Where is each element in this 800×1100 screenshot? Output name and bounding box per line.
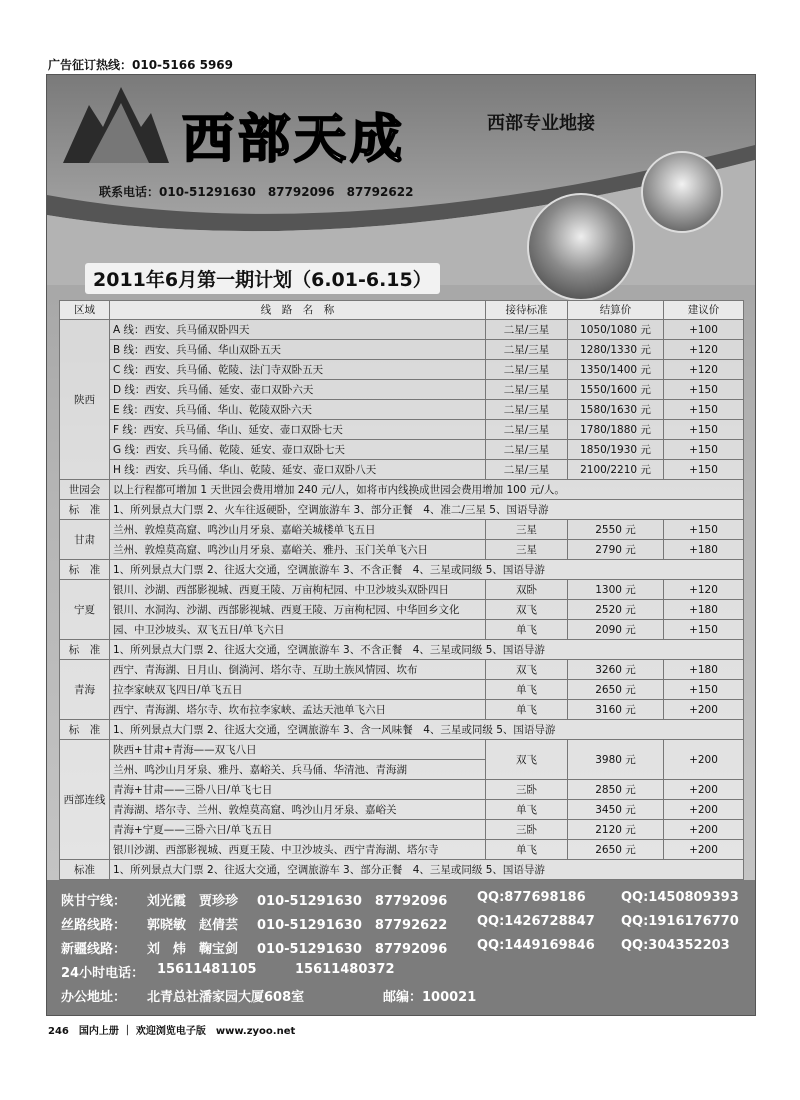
route-cell: B 线：西安、兵马俑、华山双卧五天: [110, 340, 486, 360]
suggest-cell: +200: [664, 840, 744, 860]
contact-phones: 010-51291630 87792622: [257, 918, 448, 933]
ad-hotline: 广告征订热线：010-5166 5969: [48, 58, 234, 72]
standard-label: 标 准: [60, 560, 110, 580]
standard-cell: 二星/三星: [486, 340, 568, 360]
hotline-phone: 15611481105: [157, 962, 257, 977]
standard-cell: 二星/三星: [486, 420, 568, 440]
table-row: [60, 340, 744, 360]
region-cell: 青海: [60, 660, 110, 720]
table-row: [60, 740, 744, 760]
price-cell: 3260 元: [568, 660, 664, 680]
price-cell: 3980 元: [568, 740, 664, 780]
pagoda-photo: [527, 193, 635, 301]
suggest-cell: +120: [664, 360, 744, 380]
standard-cell: 三星: [486, 540, 568, 560]
region-cell: 宁夏: [60, 580, 110, 640]
route-cell: 银川沙湖、西部影视城、西夏王陵、中卫沙坡头、西宁青海湖、塔尔寺: [110, 840, 486, 860]
table-row: [60, 440, 744, 460]
route-cell: 拉李家峡双飞四日/单飞五日: [110, 680, 486, 700]
standard-cell: 二星/三星: [486, 320, 568, 340]
table-row: [60, 680, 744, 700]
brand-tagline: 西部专业地接: [487, 113, 595, 134]
route-cell: G 线：西安、兵马俑、乾陵、延安、壶口双卧七天: [110, 440, 486, 460]
price-cell: 1550/1600 元: [568, 380, 664, 400]
contact-qq: QQ:1450809393: [621, 890, 739, 905]
standard-cell: 双飞: [486, 740, 568, 780]
price-cell: 1850/1930 元: [568, 440, 664, 460]
standard-text: 1、所列景点大门票 2、往返大交通，空调旅游车 3、不含正餐 4、三星或同级 5、国语导游: [110, 560, 744, 580]
route-cell: E 线：西安、兵马俑、华山、乾陵双卧六天: [110, 400, 486, 420]
price-cell: 1780/1880 元: [568, 420, 664, 440]
suggest-cell: +150: [664, 400, 744, 420]
note-cell: 以上行程都可增加 1 天世园会费用增加 240 元/人，如将市内线换成世园会费用增加 100 元/人。: [110, 480, 744, 500]
contact-qq: QQ:1449169846: [477, 938, 595, 953]
route-cell: 兰州、鸣沙山月牙泉、雅丹、嘉峪关、兵马俑、华清池、青海湖: [110, 760, 486, 780]
header-region: 区域: [60, 301, 110, 320]
route-cell: H 线：西安、兵马俑、华山、乾陵、延安、壶口双卧八天: [110, 460, 486, 480]
suggest-cell: +180: [664, 540, 744, 560]
suggest-cell: +150: [664, 680, 744, 700]
route-cell: 青海+甘肃——三卧八日/单飞七日: [110, 780, 486, 800]
suggest-cell: +200: [664, 700, 744, 720]
contact-qq: QQ:877698186: [477, 890, 586, 905]
table-row: [60, 320, 744, 340]
standard-text: 1、所列景点大门票 2、往返大交通，空调旅游车 3、部分正餐 4、三星或同级 5、国语导游: [110, 860, 744, 880]
suggest-cell: +180: [664, 600, 744, 620]
table-row: [60, 660, 744, 680]
route-cell: C 线：西安、兵马俑、乾陵、法门寺双卧五天: [110, 360, 486, 380]
standard-text: 1、所列景点大门票 2、往返大交通，空调旅游车 3、不含正餐 4、三星或同级 5、国语导游: [110, 640, 744, 660]
price-cell: 3450 元: [568, 800, 664, 820]
table-row: [60, 540, 744, 560]
price-cell: 2100/2210 元: [568, 460, 664, 480]
route-cell: 青海+宁夏——三卧六日/单飞五日: [110, 820, 486, 840]
suggest-cell: +200: [664, 740, 744, 780]
monument-photo: [641, 151, 723, 233]
price-cell: 1350/1400 元: [568, 360, 664, 380]
table-row: [60, 620, 744, 640]
region-cell: 甘肃: [60, 520, 110, 560]
price-cell: 3160 元: [568, 700, 664, 720]
route-cell: F 线：西安、兵马俑、华山、延安、壶口双卧七天: [110, 420, 486, 440]
price-cell: 2790 元: [568, 540, 664, 560]
suggest-cell: +180: [664, 660, 744, 680]
route-cell: 银川、沙湖、西部影视城、西夏王陵、万亩枸杞园、中卫沙坡头双卧四日: [110, 580, 486, 600]
address-value: 北青总社潘家园大厦608室: [147, 990, 305, 1005]
route-cell: D 线：西安、兵马俑、延安、壶口双卧六天: [110, 380, 486, 400]
table-row: [60, 520, 744, 540]
price-cell: 2650 元: [568, 840, 664, 860]
plan-title: 2011年6月第一期计划（6.01-6.15）: [85, 263, 440, 294]
route-cell: A 线：西安、兵马俑双卧四天: [110, 320, 486, 340]
route-cell: 兰州、敦煌莫高窟、鸣沙山月牙泉、嘉峪关、雅丹、玉门关单飞六日: [110, 540, 486, 560]
postcode: 邮编：100021: [383, 990, 477, 1005]
standard-row: [60, 560, 744, 580]
price-cell: 1580/1630 元: [568, 400, 664, 420]
table-row: [60, 700, 744, 720]
contact-line: 陕甘宁线：: [61, 894, 127, 909]
table-row: [60, 600, 744, 620]
table-row: [60, 840, 744, 860]
contact-line: 新疆线路：: [61, 942, 127, 957]
suggest-cell: +200: [664, 780, 744, 800]
contact-qq: QQ:1426728847: [477, 914, 595, 929]
suggest-cell: +120: [664, 580, 744, 600]
standard-cell: 单飞: [486, 840, 568, 860]
table-row: [60, 360, 744, 380]
standard-cell: 二星/三星: [486, 380, 568, 400]
standard-cell: 双飞: [486, 660, 568, 680]
price-cell: 2650 元: [568, 680, 664, 700]
header-price: 结算价: [568, 301, 664, 320]
table-row: [60, 460, 744, 480]
standard-cell: 二星/三星: [486, 440, 568, 460]
suggest-cell: +150: [664, 520, 744, 540]
suggest-cell: +150: [664, 380, 744, 400]
standard-row: [60, 500, 744, 520]
table-row: [60, 480, 744, 500]
table-row: [60, 580, 744, 600]
suggest-cell: +150: [664, 620, 744, 640]
standard-row: [60, 640, 744, 660]
price-cell: 1280/1330 元: [568, 340, 664, 360]
suggest-cell: +200: [664, 800, 744, 820]
page-footer: 246 国内上册 ｜ 欢迎浏览电子版 www.zyoo.net: [48, 1026, 296, 1037]
route-cell: 青海湖、塔尔寺、兰州、敦煌莫高窟、鸣沙山月牙泉、嘉峪关: [110, 800, 486, 820]
table-row: [60, 380, 744, 400]
standard-cell: 单飞: [486, 620, 568, 640]
standard-cell: 二星/三星: [486, 360, 568, 380]
header-route: 线 路 名 称: [110, 301, 486, 320]
contact-names: 刘 炜 鞠宝剑: [147, 942, 239, 957]
standard-label: 标准: [60, 860, 110, 880]
route-cell: 西宁、青海湖、塔尔寺、坎布拉李家峡、孟达天池单飞六日: [110, 700, 486, 720]
hotline-label: 24小时电话：: [61, 966, 145, 981]
route-cell: 园、中卫沙坡头、双飞五日/单飞六日: [110, 620, 486, 640]
standard-label: 标 准: [60, 640, 110, 660]
table-row: [60, 400, 744, 420]
standard-cell: 三卧: [486, 780, 568, 800]
brand-name: 西部天成: [182, 109, 407, 170]
route-cell: 陕西+甘肃+青海——双飞八日: [110, 740, 486, 760]
standard-cell: 二星/三星: [486, 400, 568, 420]
route-cell: 银川、水洞沟、沙湖、西部影视城、西夏王陵、万亩枸杞园、中华回乡文化: [110, 600, 486, 620]
price-cell: 2090 元: [568, 620, 664, 640]
standard-cell: 二星/三星: [486, 460, 568, 480]
standard-cell: 单飞: [486, 800, 568, 820]
standard-cell: 单飞: [486, 700, 568, 720]
suggest-cell: +100: [664, 320, 744, 340]
standard-row: [60, 860, 744, 880]
price-cell: 1050/1080 元: [568, 320, 664, 340]
table-row: [60, 780, 744, 800]
hotline-phone: 15611480372: [295, 962, 395, 977]
table-row: [60, 420, 744, 440]
contact-phones: 010-51291630 87792096: [257, 894, 448, 909]
standard-text: 1、所列景点大门票 2、往返大交通，空调旅游车 3、含一风味餐 4、三星或同级 5、国语导游: [110, 720, 744, 740]
contact-phones: 010-51291630 87792096: [257, 942, 448, 957]
standard-cell: 双卧: [486, 580, 568, 600]
ad-frame: [46, 74, 756, 1016]
region-cell: 世园会: [60, 480, 110, 500]
route-cell: 西宁、青海湖、日月山、倒淌河、塔尔寺、互助土族风情园、坎布: [110, 660, 486, 680]
contact-names: 刘光霞 贾珍珍: [147, 894, 239, 909]
standard-cell: 三星: [486, 520, 568, 540]
suggest-cell: +150: [664, 440, 744, 460]
header-standard: 接待标准: [486, 301, 568, 320]
standard-cell: 三卧: [486, 820, 568, 840]
standard-cell: 单飞: [486, 680, 568, 700]
suggest-cell: +150: [664, 460, 744, 480]
table-header: [60, 301, 744, 320]
standard-row: [60, 720, 744, 740]
price-cell: 2550 元: [568, 520, 664, 540]
price-cell: 1300 元: [568, 580, 664, 600]
table-row: [60, 820, 744, 840]
price-cell: 2120 元: [568, 820, 664, 840]
suggest-cell: +120: [664, 340, 744, 360]
address-label: 办公地址：: [61, 990, 127, 1005]
price-cell: 2520 元: [568, 600, 664, 620]
contact-qq: QQ:304352203: [621, 938, 730, 953]
standard-cell: 双飞: [486, 600, 568, 620]
header-banner: [47, 75, 755, 291]
contact-panel: [47, 880, 755, 1015]
suggest-cell: +200: [664, 820, 744, 840]
table-row: [60, 800, 744, 820]
contact-line: 丝路线路：: [61, 918, 127, 933]
standard-label: 标 准: [60, 720, 110, 740]
region-cell: 陕西: [60, 320, 110, 480]
suggest-cell: +150: [664, 420, 744, 440]
header-phone: 联系电话：010-51291630 87792096 87792622: [99, 185, 414, 199]
standard-text: 1、所列景点大门票 2、火车往返硬卧，空调旅游车 3、部分正餐 4、准二/三星 5、国语导游: [110, 500, 744, 520]
header-suggest: 建议价: [664, 301, 744, 320]
price-cell: 2850 元: [568, 780, 664, 800]
contact-qq: QQ:1916176770: [621, 914, 739, 929]
contact-names: 郭晓敏 赵倩芸: [147, 918, 239, 933]
price-table: [59, 300, 744, 880]
standard-label: 标 准: [60, 500, 110, 520]
mountain-logo-icon: [59, 83, 171, 167]
route-cell: 兰州、敦煌莫高窟、鸣沙山月牙泉、嘉峪关城楼单飞五日: [110, 520, 486, 540]
region-cell: 西部连线: [60, 740, 110, 860]
